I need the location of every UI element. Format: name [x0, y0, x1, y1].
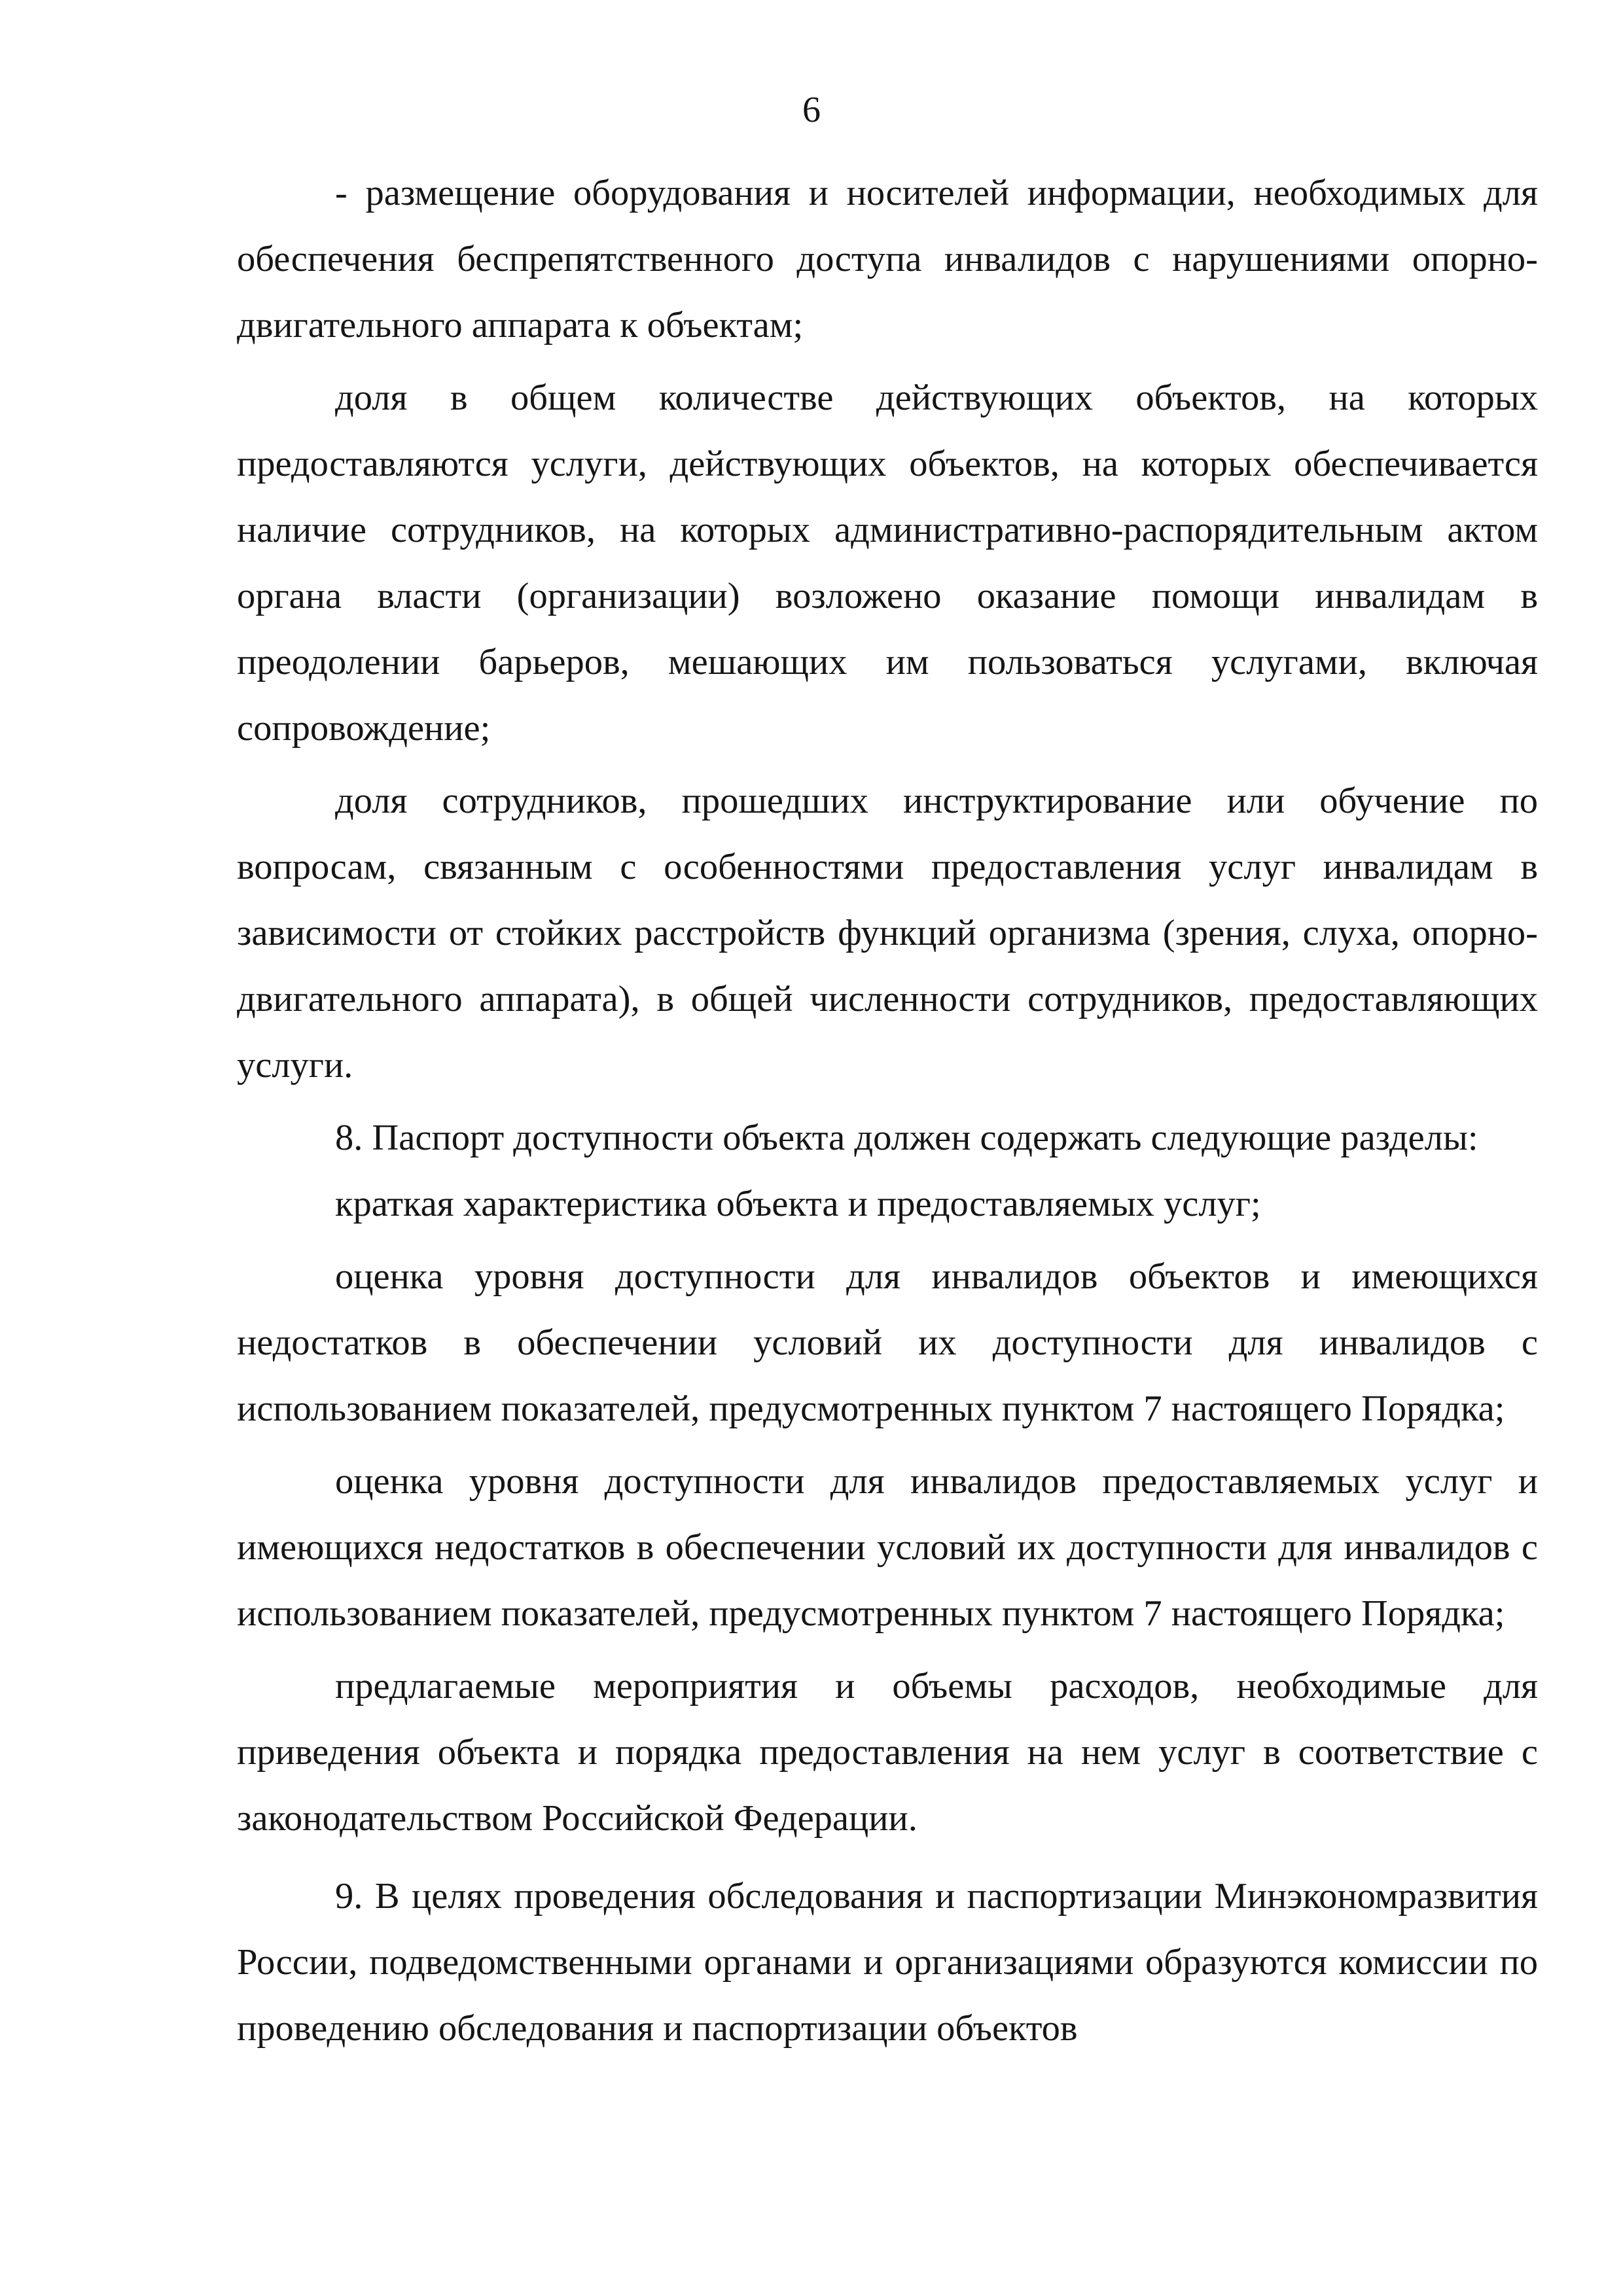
paragraph-item-8-heading: 8. Паспорт доступности объекта должен содержать следующие разделы: — [335, 1118, 1478, 1158]
document-body — [237, 160, 1538, 2062]
page-number: 6 — [802, 90, 821, 130]
paragraph-proposed-measures: предлагаемые мероприятия и объемы расходов, необходимые для приведения объекта и порядка предоставления на нем услуг в соответствие с законодательством Российской Федерации. — [237, 1666, 1538, 1839]
paragraph-equipment-placement: - размещение оборудования и носителей информации, необходимых для обеспечения беспрепятственного доступа инвалидов с нарушениями опорно-двигательного аппарата к объектам; — [237, 173, 1538, 345]
paragraph-service-accessibility-assessment: оценка уровня доступности для инвалидов предоставляемых услуг и имеющихся недостатков в обеспечении условий их доступности для инвалидов с использованием показателей, предусмотренных пунктом 7 настоящего Порядка; — [237, 1461, 1538, 1634]
paragraph-item-9-commissions: 9. В целях проведения обследования и паспортизации Минэкономразвития России, подведомственными органами и организациями образуются комиссии по проведению обследования и паспортизации объектов — [237, 1876, 1538, 2049]
paragraph-object-accessibility-assessment: оценка уровня доступности для инвалидов объектов и имеющихся недостатков в обеспечении условий их доступности для инвалидов с использованием показателей, предусмотренных пунктом 7 настоящего Порядка; — [237, 1256, 1538, 1429]
paragraph-object-summary: краткая характеристика объекта и предоставляемых услуг; — [335, 1184, 1261, 1224]
paragraph-staff-assistance-share: доля в общем количестве действующих объектов, на которых предоставляются услуги, действующих объектов, на которых обеспечивается наличие сотрудников, на которых административно-распорядительным актом органа власти (организации) возложено оказание помощи инвалидам в преодолении барьеров, мешающих им пользоваться услугами, включая сопровождение; — [237, 378, 1538, 749]
paragraph-staff-training-share: доля сотрудников, прошедших инструктирование или обучение по вопросам, связанным с особенностями предоставления услуг инвалидам в зависимости от стойких расстройств функций организма (зрения, слуха, опорно-двигательного аппарата), в общей численности сотрудников, предоставляющих услуги. — [237, 781, 1538, 1086]
